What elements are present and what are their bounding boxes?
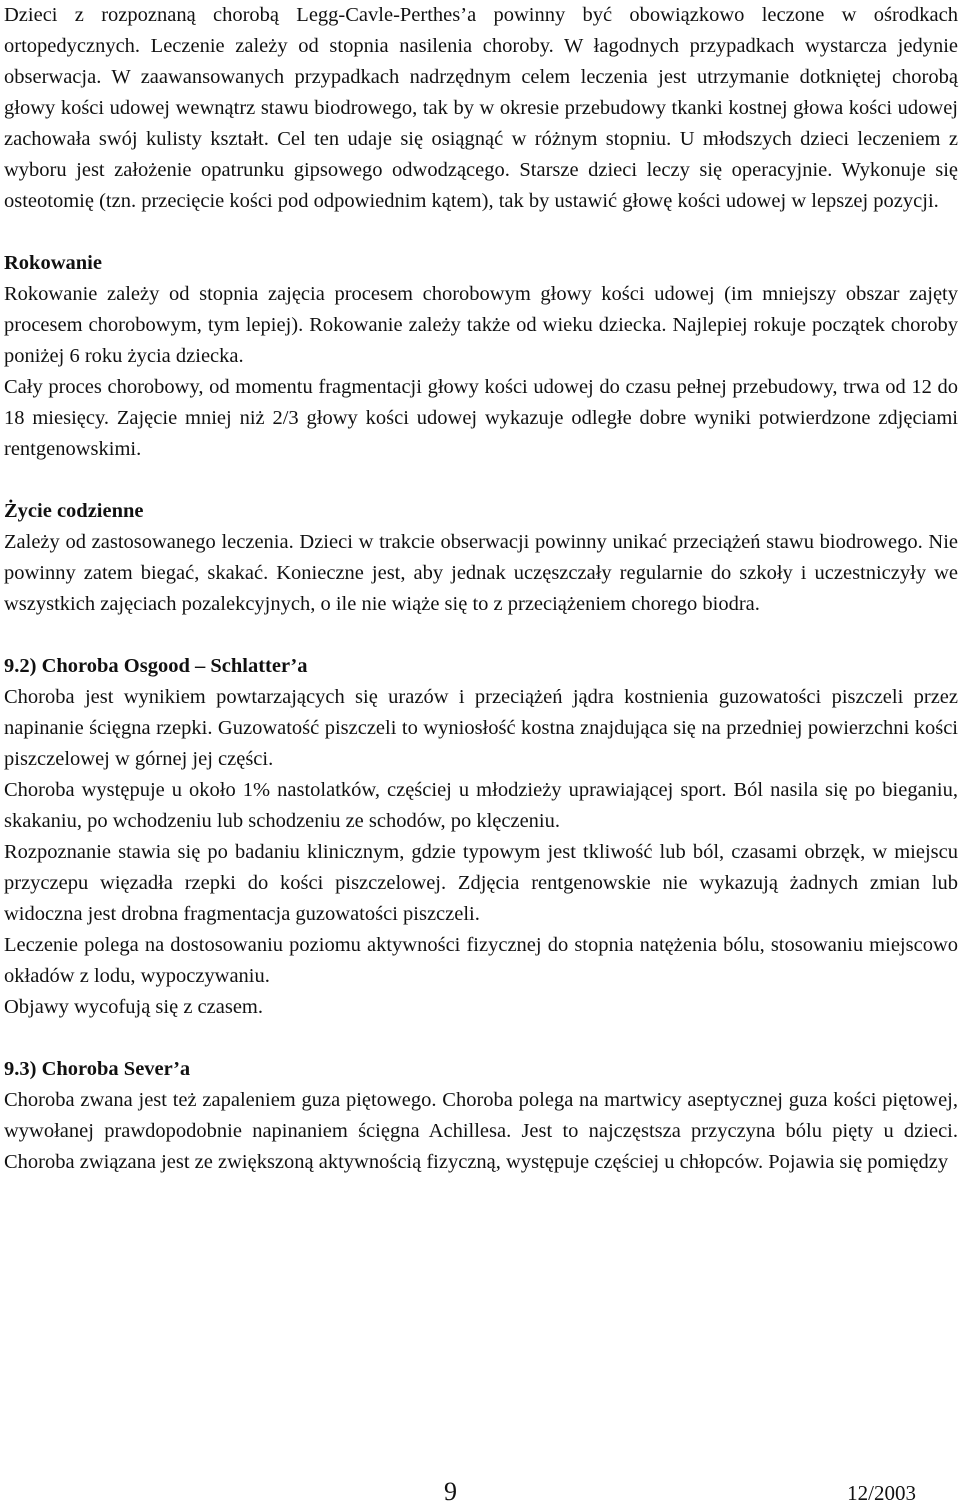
section-heading-sever: 9.3) Choroba Sever’a	[4, 1058, 191, 1080]
document-page	[4, 0, 958, 1178]
sever-paragraph-1: Choroba zwana jest też zapaleniem guza piętowego. Choroba polega na martwicy aseptycznej guza kości piętowej, wywołanej prawdopodobnie napinaniem ścięgna Achillesa. Jest to najczęstsza przyczyna bólu pięty u dzieci. Choroba związana jest ze zwiększoną aktywnością fizyczną, występuje częściej u chłopców. Pojawia się pomiędzy	[4, 1089, 958, 1173]
osgood-paragraph-4: Leczenie polega na dostosowaniu poziomu aktywności fizycznej do stopnia natężenia bólu, stosowaniu miejscowo okładów z lodu, wypoczywaniu.	[4, 934, 958, 987]
zycie-paragraph-1: Zależy od zastosowanego leczenia. Dzieci w trakcie obserwacji powinny unikać przeciążeń stawu biodrowego. Nie powinny zatem biegać, skakać. Konieczne jest, aby jednak uczęszczały regularnie do szkoły i uczestniczyły we wszystkich zajęciach pozalekcyjnych, o ile nie wiąże się to z przeciążeniem chorego biodra.	[4, 531, 958, 615]
section-heading-osgood-schlatter: 9.2) Choroba Osgood – Schlatter’a	[4, 655, 308, 677]
section-heading-rokowanie: Rokowanie	[4, 252, 102, 274]
footer-date: 12/2003	[847, 1481, 916, 1505]
intro-paragraph: Dzieci z rozpoznaną chorobą Legg-Cavle-Perthes’a powinny być obowiązkowo leczone w ośrodkach ortopedycznych. Leczenie zależy od stopnia nasilenia choroby. W łagodnych przypadkach wystarcza jedynie obserwacja. W zaawansowanych przypadkach nadrzędnym celem leczenia jest utrzymanie dotkniętej chorobą głowy kości udowej wewnątrz stawu biodrowego, tak by w okresie przebudowy tkanki kostnej głowa kości udowej zachowała swój kulisty kształt. Cel ten udaje się osiągnąć w różnym stopniu. U młodszych dzieci leczeniem z wyboru jest założenie opatrunku gipsowego odwodzącego. Starsze dzieci leczy się operacyjnie. Wykonuje się osteotomię (tzn. przecięcie kości pod odpowiednim kątem), tak by ustawić głowę kości udowej w lepszej pozycji.	[4, 4, 958, 212]
page-number: 9	[444, 1477, 457, 1506]
page-footer	[0, 1475, 960, 1510]
osgood-paragraph-1: Choroba jest wynikiem powtarzających się urazów i przeciążeń jądra kostnienia guzowatości piszczeli przez napinanie ścięgna rzepki. Guzowatość piszczeli to wyniosłość kostna znajdująca się na przedniej powierzchni kości piszczelowej w górnej jej części.	[4, 686, 958, 770]
rokowanie-paragraph-1: Rokowanie zależy od stopnia zajęcia procesem chorobowym głowy kości udowej (im mniejszy obszar zajęty procesem chorobowym, tym lepiej). Rokowanie zależy także od wieku dziecka. Najlepiej rokuje początek choroby poniżej 6 roku życia dziecka.	[4, 283, 958, 367]
osgood-paragraph-5: Objawy wycofują się z czasem.	[4, 996, 263, 1018]
rokowanie-paragraph-2: Cały proces chorobowy, od momentu fragmentacji głowy kości udowej do czasu pełnej przebudowy, trwa od 12 do 18 miesięcy. Zajęcie mniej niż 2/3 głowy kości udowej wykazuje odległe dobre wyniki potwierdzone zdjęciami rentgenowskimi.	[4, 376, 958, 460]
osgood-paragraph-2: Choroba występuje u około 1% nastolatków, częściej u młodzieży uprawiającej sport. Ból nasila się po bieganiu, skakaniu, po wchodzeniu lub schodzeniu ze schodów, po klęczeniu.	[4, 779, 958, 832]
section-heading-zycie-codzienne: Życie codzienne	[4, 500, 144, 522]
osgood-paragraph-3: Rozpoznanie stawia się po badaniu klinicznym, gdzie typowym jest tkliwość lub ból, czasami obrzęk, w miejscu przyczepu więzadła rzepki do kości piszczelowej. Zdjęcia rentgenowskie nie wykazują żadnych zmian lub widoczna jest drobna fragmentacja guzowatości piszczeli.	[4, 841, 958, 925]
